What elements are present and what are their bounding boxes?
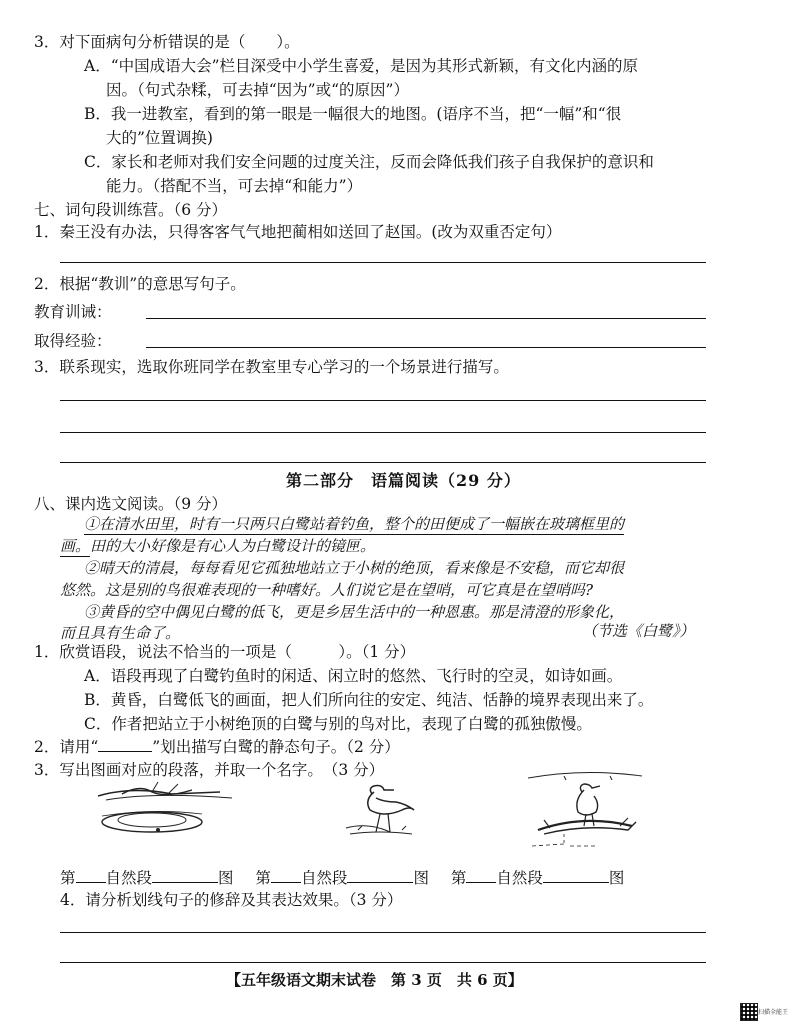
section8-q4-stem: 4．请分析划线句子的修辞及其表达效果。（3 分）	[60, 891, 403, 909]
section7-q2-label-a: 教育训诫：	[34, 303, 112, 321]
answer-line[interactable]	[146, 347, 706, 348]
part2-title: 第二部分 语篇阅读（29 分）	[286, 471, 521, 490]
label-di: 第	[255, 869, 271, 887]
q3-option-c-line1: C．家长和老师对我们安全问题的过度关注，反而会降低我们孩子自我保护的意识和	[84, 153, 654, 171]
label-tu: 图	[413, 869, 429, 887]
blank-name-1[interactable]	[152, 868, 218, 883]
q2-prefix: 2．请用“	[34, 738, 99, 756]
answer-line[interactable]	[60, 462, 706, 463]
passage-p2-line2: 悠然。这是别的鸟很难表现的一种嗜好。人们说它是在望哨，可它真是在望哨吗?	[60, 581, 594, 599]
section8-q1-stem: 1．欣赏语段，说法不恰当的一项是（ ）。（1 分）	[34, 643, 416, 661]
passage-p2-line1: ②晴天的清晨，每每看见它孤独地站立于小树的绝顶，看来像是不安稳，而它却很	[84, 559, 625, 577]
q2-suffix: ”划出描写白鹭的静态句子。（2 分）	[152, 738, 400, 756]
section7-q3: 3．联系现实，选取你班同学在教室里专心学习的一个场景进行描写。	[34, 358, 509, 376]
underline-sample	[98, 737, 152, 752]
answer-line[interactable]	[60, 262, 706, 263]
underlined-sentence: ①在清水田里，时有一只两只白鹭站着钓鱼，整个的田便成了一幅嵌在玻璃框里的	[84, 515, 625, 533]
section7-q2: 2．根据“教训”的意思写句子。	[34, 275, 246, 293]
section7-q2-label-b: 取得经验：	[34, 332, 112, 350]
section8-q1-option-b: B．黄昏，白鹭低飞的画面，把人们所向往的安定、纯洁、恬静的境界表现出来了。	[84, 691, 654, 709]
label-tu: 图	[218, 869, 234, 887]
passage-p3-line2: 而且具有生命了。	[60, 624, 181, 642]
q3-option-a-line2: 因。（句式杂糅，可去掉“因为”或“的原因”）	[106, 81, 409, 99]
section8-title: 八、课内选文阅读。（9 分）	[34, 495, 228, 513]
answer-line[interactable]	[60, 432, 706, 433]
label-ziranduan: 自然段	[105, 869, 153, 887]
blank-paragraph-1[interactable]	[76, 868, 106, 883]
label-di: 第	[450, 869, 467, 887]
section8-q2	[34, 737, 400, 757]
qr-code-icon	[740, 1003, 758, 1021]
passage-p3-line1: ③黄昏的空中偶见白鹭的低飞，更是乡居生活中的一种恩惠。那是清澄的形象化，	[84, 603, 625, 621]
q3-option-b-line1: B．我一进教室，看到的第一眼是一幅很大的地图。(语序不当，把“一幅”和“很	[84, 105, 622, 123]
scanner-watermark: 扫描全能王	[758, 1009, 789, 1016]
egret-treetop-picture	[524, 770, 646, 852]
passage-source: （节选《白鹭》）	[582, 622, 695, 640]
label-ziranduan: 自然段	[300, 869, 348, 887]
section7-q1: 1．秦王没有办法，只得客客气气地把蔺相如送回了赵国。(改为双重否定句）	[34, 223, 562, 241]
section7-title: 七、词句段训练营。（6 分）	[34, 201, 228, 219]
q3-option-a-line1: A．“中国成语大会”栏目深受中小学生喜爱，是因为其形式新颖，有文化内涵的原	[84, 57, 639, 75]
label-di: 第	[60, 869, 76, 887]
label-tu: 图	[608, 869, 625, 887]
section8-q1-option-c: C．作者把站立于小树绝顶的白鹭与别的鸟对比，表现了白鹭的孤独傲慢。	[84, 715, 592, 733]
section8-q3-stem: 3．写出图画对应的段落，并取一个名字。 （3 分）	[34, 761, 385, 779]
blank-name-2[interactable]	[347, 868, 413, 883]
answer-line[interactable]	[60, 962, 706, 963]
q3-stem: 3．对下面病句分析错误的是（ ）。	[34, 33, 300, 51]
picture-answer-row	[60, 868, 624, 888]
answer-line[interactable]	[60, 400, 706, 401]
section8-q1-option-a: A．语段再现了白鹭钓鱼时的闲适、闲立时的悠然、飞行时的空灵，如诗如画。	[84, 667, 623, 685]
answer-line[interactable]	[60, 932, 706, 933]
egret-fishing-picture	[92, 780, 242, 840]
q3-option-b-line2: 大的”位置调换)	[106, 129, 213, 147]
label-ziranduan: 自然段	[496, 869, 543, 887]
blank-paragraph-3[interactable]	[466, 868, 496, 883]
passage-p1-line1	[84, 514, 624, 534]
passage-p1-line2	[60, 536, 375, 556]
blank-name-3[interactable]	[543, 868, 609, 883]
egret-standing-picture	[328, 780, 438, 840]
blank-paragraph-2[interactable]	[271, 868, 301, 883]
page-footer: 【五年级语文期末试卷 第 3 页 共 6 页】	[226, 971, 523, 989]
q3-option-c-line2: 能力。（搭配不当，可去掉“和能力”）	[106, 177, 363, 195]
passage-p1-rest: 田的大小好像是有心人为白鹭设计的镜匣。	[90, 537, 376, 555]
underlined-sentence-end: 画。	[60, 537, 91, 555]
answer-line[interactable]	[146, 318, 706, 319]
